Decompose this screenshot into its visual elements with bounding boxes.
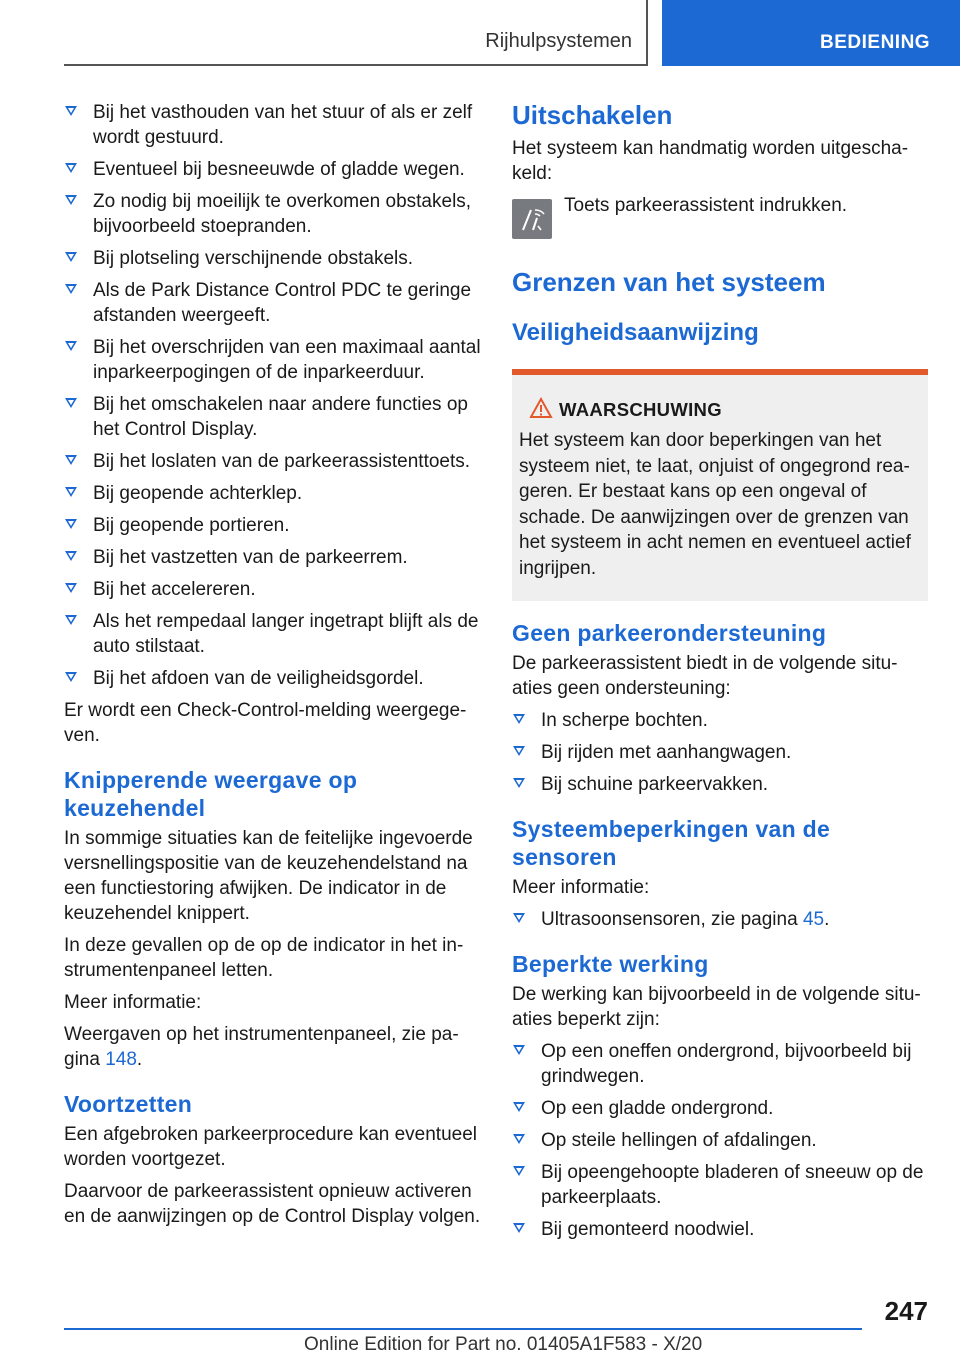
warning-box bbox=[512, 369, 928, 601]
bullet-triangle-icon bbox=[65, 551, 77, 561]
bullet-triangle-icon bbox=[513, 1045, 525, 1055]
list-item: Eventueel bij besneeuwde of gladde wegen. bbox=[64, 157, 482, 182]
list-item: Zo nodig bij moeilijk te overkomen obstakels, bijvoorbeeld stoepranden. bbox=[64, 189, 482, 239]
list-item: Bij geopende portieren. bbox=[64, 513, 482, 538]
geen-heading: Geen parkeerondersteuning bbox=[512, 620, 827, 646]
list-item: In scherpe bochten. bbox=[512, 708, 928, 733]
paragraph: De werking kan bijvoorbeeld in de volgende situ-aties beperkt zijn: bbox=[512, 984, 921, 1030]
paragraph: Het systeem kan handmatig worden uitgescha-keld: bbox=[512, 138, 909, 184]
list-item: Bij opeengehoopte bladeren of sneeuw op de parkeerplaats. bbox=[512, 1160, 928, 1210]
header-section-box bbox=[64, 0, 648, 66]
bullet-triangle-icon bbox=[513, 1134, 525, 1144]
warning-triangle-icon bbox=[529, 397, 553, 419]
grenzen-heading: Grenzen van het systeem bbox=[512, 267, 826, 297]
bullet-triangle-icon bbox=[65, 519, 77, 529]
parking-assistant-button-icon bbox=[512, 199, 552, 239]
geen-list bbox=[512, 708, 928, 797]
bullet-triangle-icon bbox=[65, 284, 77, 294]
veiligheid-heading: Veiligheidsaanwijzing bbox=[512, 319, 759, 346]
bullet-triangle-icon bbox=[513, 746, 525, 756]
header-chapter-label: BEDIENING bbox=[820, 32, 931, 53]
sensoren-heading: Systeembeperkingen van de sensoren bbox=[512, 816, 831, 870]
uitschakelen-heading: Uitschakelen bbox=[512, 100, 673, 130]
check-control-text: Er wordt een Check-Control-melding weergege-ven. bbox=[64, 700, 467, 746]
page-link-45[interactable]: 45 bbox=[802, 909, 825, 930]
page-link-148[interactable]: 148 bbox=[105, 1049, 137, 1070]
button-instruction bbox=[512, 193, 928, 243]
right-column bbox=[512, 100, 928, 1249]
warning-text: Het systeem kan door beperkingen van het systeem niet, te laat, onjuist of ongegrond rea-geren. Er bestaat kans op een ongeval of schade. De aanwijzingen over de grenzen van het systeem in acht nemen en eventueel actief ingrijpen. bbox=[519, 430, 911, 579]
button-instruction-text: Toets parkeerassistent indrukken. bbox=[564, 195, 848, 216]
paragraph: Meer informatie: bbox=[512, 877, 650, 898]
page-number: 247 bbox=[884, 1296, 928, 1326]
bullet-triangle-icon bbox=[65, 487, 77, 497]
paragraph: De parkeerassistent biedt in de volgende situ-aties geen ondersteuning: bbox=[512, 653, 898, 699]
bullet-triangle-icon bbox=[513, 1223, 525, 1233]
warning-title: WAARSCHUWING bbox=[519, 397, 920, 422]
list-item: Bij het vasthouden van het stuur of als er zelf wordt gestuurd. bbox=[64, 100, 482, 150]
header-section-title: Rijhulpsystemen bbox=[485, 30, 632, 52]
list-item: Bij het loslaten van de parkeerassistenttoets. bbox=[64, 449, 482, 474]
bullet-triangle-icon bbox=[513, 1102, 525, 1112]
header-chapter-tab bbox=[662, 0, 960, 66]
list-item: Bij plotseling verschijnende obstakels. bbox=[64, 246, 482, 271]
footer-divider bbox=[64, 1328, 862, 1330]
voortzetten-heading: Voortzetten bbox=[64, 1091, 193, 1117]
bullet-triangle-icon bbox=[65, 583, 77, 593]
sensoren-list bbox=[512, 907, 928, 932]
bullet-triangle-icon bbox=[513, 778, 525, 788]
bullet-triangle-icon bbox=[65, 195, 77, 205]
paragraph-with-link: Weergaven op het instrumentenpaneel, zie pa-gina 148. bbox=[64, 1024, 459, 1070]
bullet-triangle-icon bbox=[65, 455, 77, 465]
paragraph: Een afgebroken parkeerprocedure kan eventueel worden voortgezet. bbox=[64, 1124, 478, 1170]
bullet-triangle-icon bbox=[65, 252, 77, 262]
list-item: Bij het afdoen van de veiligheidsgordel. bbox=[64, 666, 482, 691]
knipperende-heading: Knipperende weergave op keuzehendel bbox=[64, 767, 358, 821]
bullet-triangle-icon bbox=[65, 163, 77, 173]
bullet-triangle-icon bbox=[65, 106, 77, 116]
list-item: Op steile hellingen of afdalingen. bbox=[512, 1128, 928, 1153]
list-item: Bij gemonteerd noodwiel. bbox=[512, 1217, 928, 1242]
list-item: Ultrasoonsensoren, zie pagina 45. bbox=[512, 907, 928, 932]
beperkte-list bbox=[512, 1039, 928, 1242]
parking-sensor-glyph-icon bbox=[517, 204, 547, 234]
list-item: Op een gladde ondergrond. bbox=[512, 1096, 928, 1121]
bullet-triangle-icon bbox=[65, 615, 77, 625]
list-item: Bij het overschrijden van een maximaal aantal inparkeerpogingen of de inparkeerduur. bbox=[64, 335, 482, 385]
list-item: Op een oneffen ondergrond, bijvoorbeeld bij grindwegen. bbox=[512, 1039, 928, 1089]
bullet-triangle-icon bbox=[513, 913, 525, 923]
bullet-triangle-icon bbox=[513, 714, 525, 724]
list-item: Bij rijden met aanhangwagen. bbox=[512, 740, 928, 765]
footer-edition-text: Online Edition for Part no. 01405A1F583 - X/20 bbox=[304, 1334, 703, 1355]
bullet-triangle-icon bbox=[65, 672, 77, 682]
list-item: Als de Park Distance Control PDC te geringe afstanden weergeeft. bbox=[64, 278, 482, 328]
bullet-triangle-icon bbox=[65, 341, 77, 351]
paragraph: Meer informatie: bbox=[64, 992, 202, 1013]
bullet-triangle-icon bbox=[513, 1166, 525, 1176]
list-item: Bij geopende achterklep. bbox=[64, 481, 482, 506]
list-item: Bij schuine parkeervakken. bbox=[512, 772, 928, 797]
paragraph: In sommige situaties kan de feitelijke ingevoerde versnellingspositie van de keuzehendelstand na een functiestoring afwijken. De indicator in de keuzehendel knippert. bbox=[64, 828, 473, 924]
list-item: Bij het omschakelen naar andere functies op het Control Display. bbox=[64, 392, 482, 442]
cancel-conditions-list bbox=[64, 100, 482, 691]
paragraph: In deze gevallen op de op de indicator in het in-strumentenpaneel letten. bbox=[64, 935, 464, 981]
left-column bbox=[64, 100, 482, 1236]
bullet-triangle-icon bbox=[65, 398, 77, 408]
paragraph: Daarvoor de parkeerassistent opnieuw activeren en de aanwijzingen op de Control Display volgen. bbox=[64, 1181, 481, 1227]
list-item: Als het rempedaal langer ingetrapt blijft als de auto stilstaat. bbox=[64, 609, 482, 659]
list-item: Bij het accelereren. bbox=[64, 577, 482, 602]
beperkte-heading: Beperkte werking bbox=[512, 951, 709, 977]
list-item: Bij het vastzetten van de parkeerrem. bbox=[64, 545, 482, 570]
